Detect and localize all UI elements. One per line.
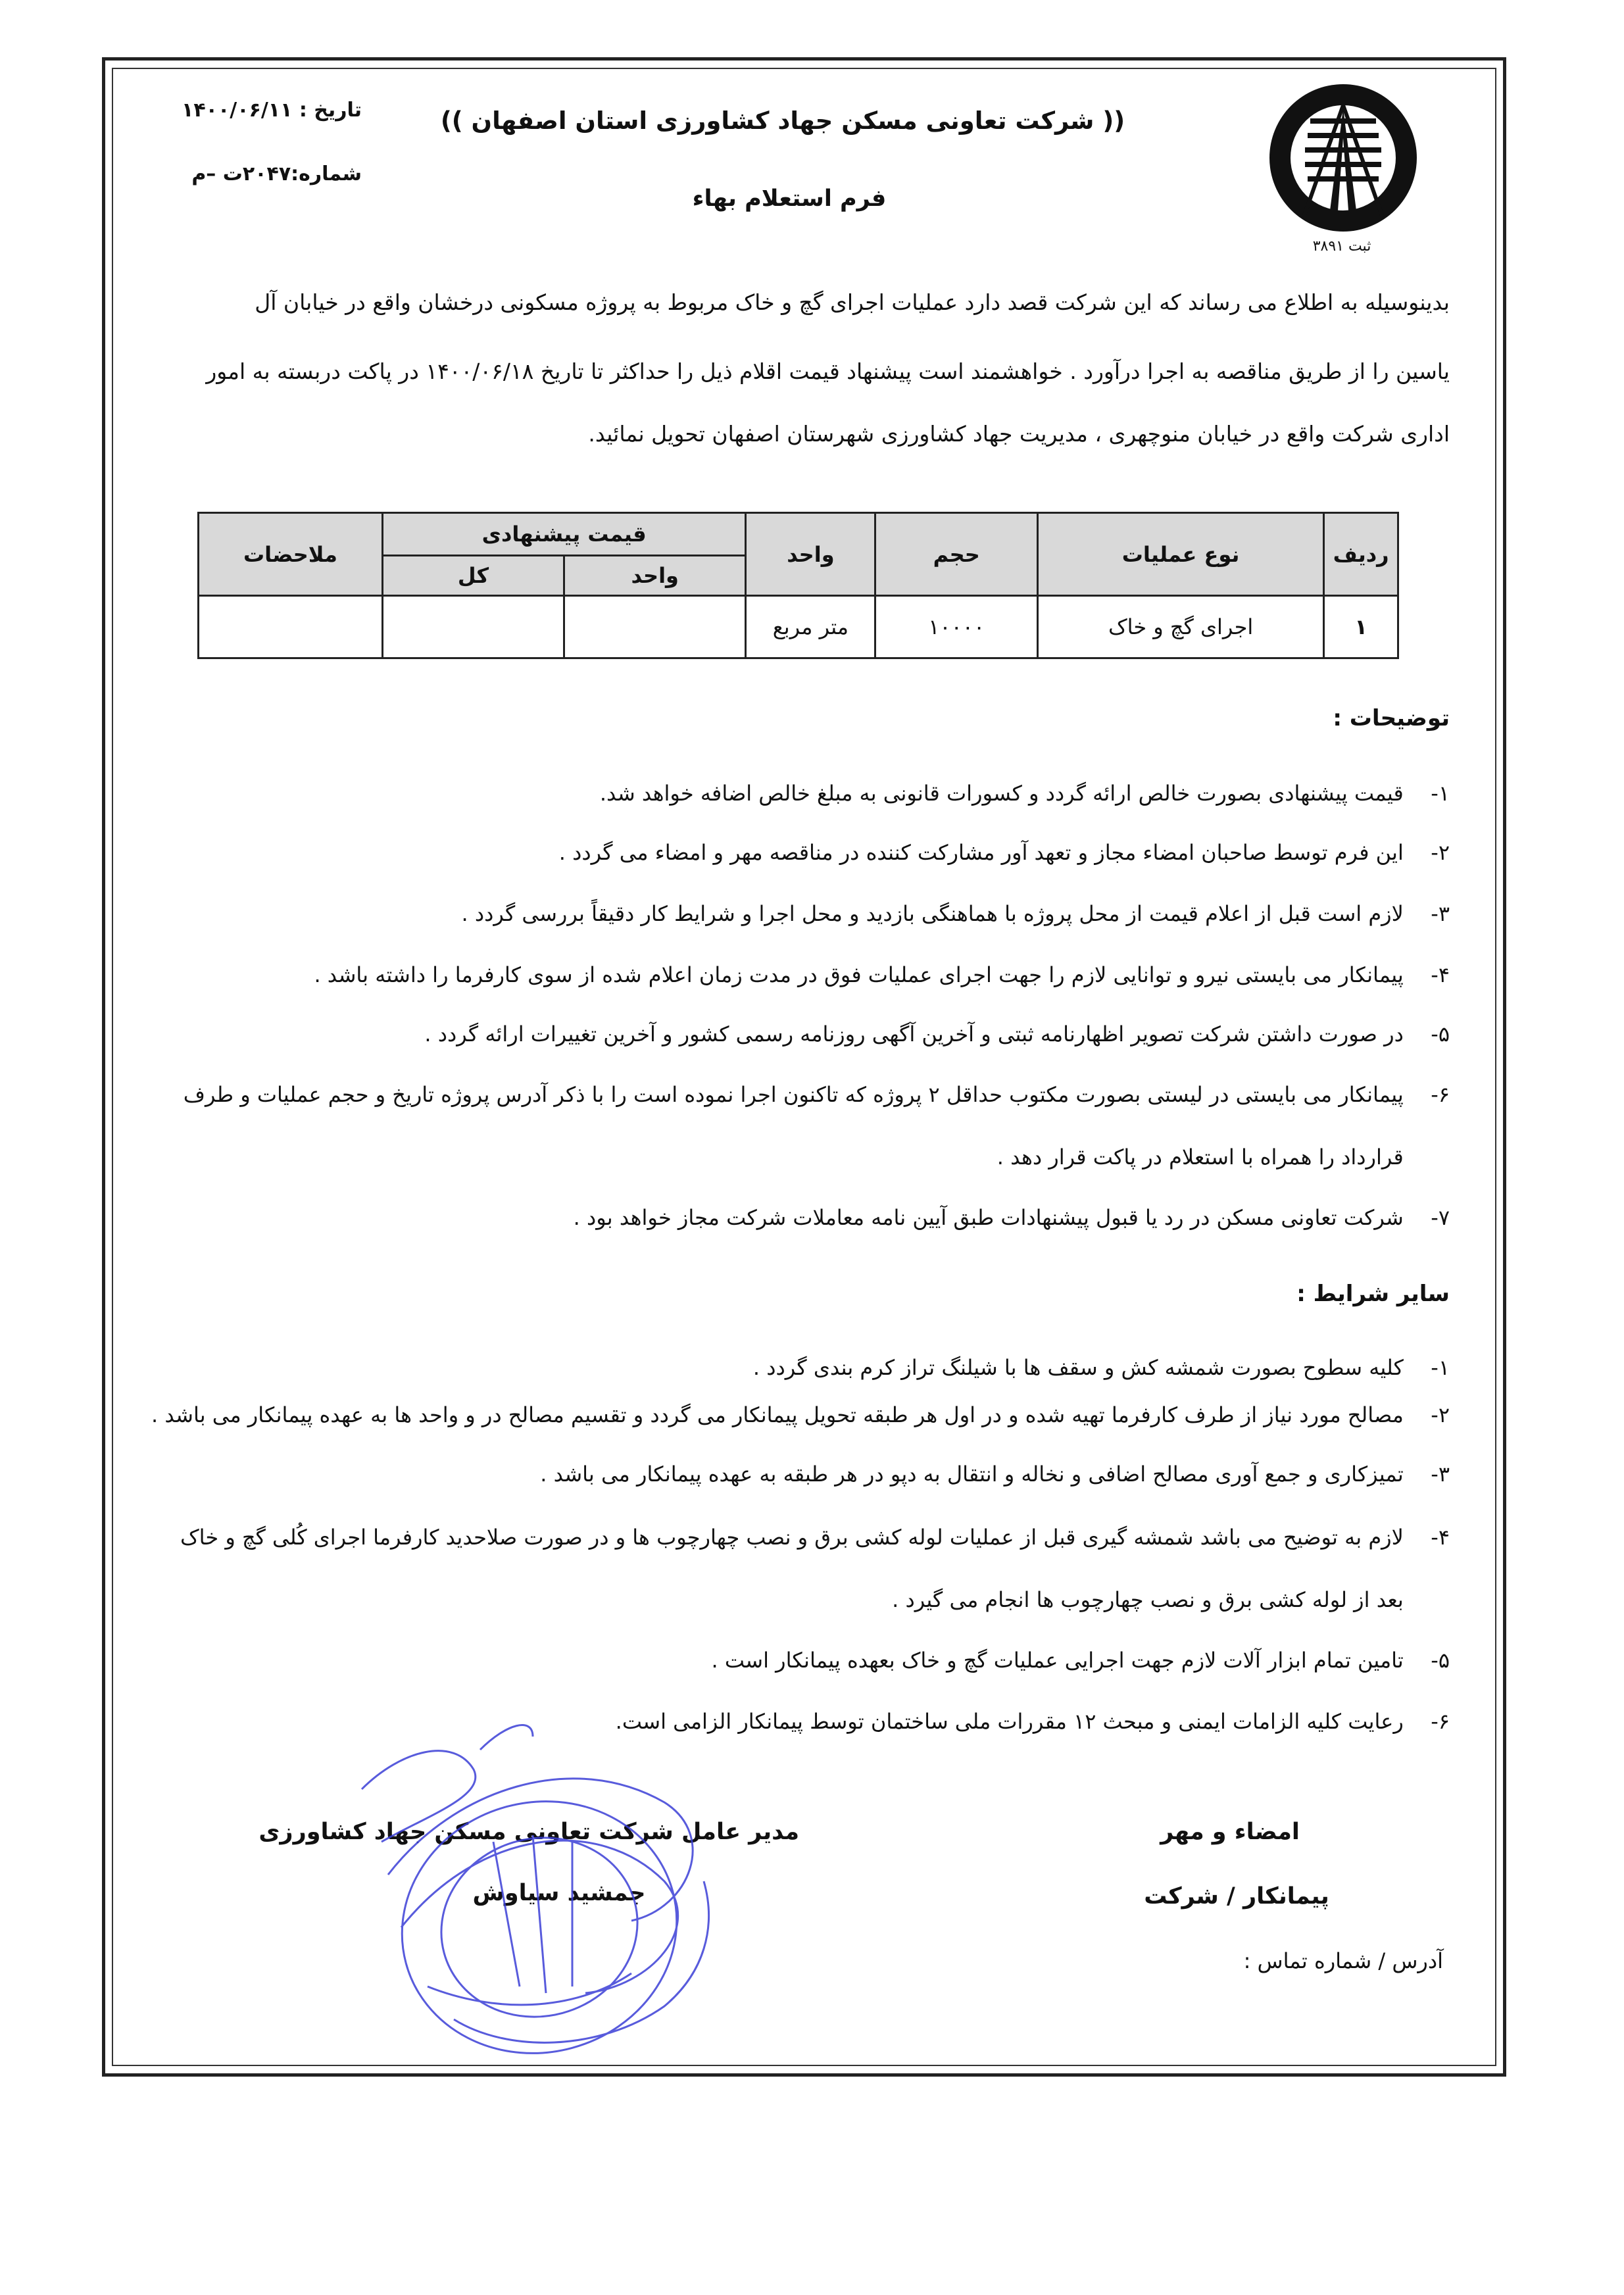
item-text: پیمانکار می بایستی نیرو و توانایی لازم را جهت اجرای عملیات فوق در مدت زمان اعلام شده از سوی کارفرما را داشته باشد . [314,962,1404,987]
cooperative-logo-icon [1264,79,1422,237]
item-number: ۵- [1431,1648,1450,1673]
intro-line-2: یاسین را از طریق مناقصه به اجرا درآورد . خواهشمند است پیشنهاد قیمت اقلام ذیل را حداکثر تا تاریخ ۱۴۰۰/۰۶/۱۸ در پاکت دربسته به امور [206,358,1450,384]
explanation-item [114,1022,1450,1047]
manager-name: جمشید سیاوش [472,1880,646,1906]
item-number: ۴- [1431,962,1450,987]
condition-item [114,1525,1450,1550]
item-text: شرکت تعاونی مسکن در رد یا قبول پیشنهادات طبق آیین نامه معاملات شرکت مجاز خواهد بود . [573,1205,1404,1230]
intro-line-3: اداری شرکت واقع در خیابان منوچهری ، مدیریت جهاد کشاورزی شهرستان اصفهان تحویل نمائید. [588,421,1450,447]
item-text: تامین تمام ابزار آلات لازم جهت اجرایی عملیات گچ و خاک بعهده پیمانکار است . [711,1648,1404,1673]
explanations-heading: توضیحات : [1333,705,1450,731]
item-text: کلیه سطوح بصورت شمشه کش و سقف ها با شیلنگ تراز کرم بندی گردد . [752,1355,1404,1380]
contractor-sign-label: امضاء و مهر [1160,1819,1300,1845]
item-text: بعد از لوله کشی برق و نصب چهارچوب ها انجام می گیرد . [892,1587,1404,1612]
item-text: پیمانکار می بایستی در لیستی بصورت مکتوب حداقل ۲ پروژه که تاکنون اجرا نموده است را با ذکر آدرس پروژه تاریخ و حجم عملیات و طرف [183,1082,1404,1107]
logo-registration-number: ثبت ۳۸۹۱ [1312,238,1371,255]
cell-row-number: ۱ [1324,596,1398,658]
header-unit-price: واحد [564,556,746,596]
header-proposed-price: قیمت پیشنهادی [382,513,746,556]
manager-title: مدیر عامل شرکت تعاونی مسکن جهاد کشاورزی [258,1819,799,1845]
cell-total [382,596,564,658]
explanation-item [114,962,1450,987]
document-subtitle: فرم استعلام بهاء [692,185,887,212]
cell-unit: متر مربع [746,596,875,658]
document-date: تاریخ : ۱۴۰۰/۰۶/۱۱ [182,99,362,122]
condition-item [114,1355,1450,1380]
item-number: ۲- [1431,1402,1450,1427]
item-number: ۱- [1431,781,1450,806]
item-number: ۲- [1431,840,1450,865]
item-number: ۶- [1431,1082,1450,1107]
cell-notes [199,596,383,658]
document-title: (( شرکت تعاونی مسکن جهاد کشاورزی استان اصفهان )) [440,107,1125,135]
price-table [197,512,1399,659]
item-number: ۱- [1431,1355,1450,1380]
condition-item-continued [114,1587,1450,1612]
cell-unit-price [564,596,746,658]
header-row-number: ردیف [1324,513,1398,596]
item-number: ۳- [1431,901,1450,926]
item-text: لازم به توضیح می باشد شمشه گیری قبل از عملیات لوله کشی برق و نصب چهارچوب ها و در صورت صلاحدید کارفرما اجرای کُلی گچ و خاک [180,1525,1404,1550]
header-notes: ملاحضات [199,513,383,596]
header-volume: حجم [875,513,1038,596]
cell-operation: اجرای گچ و خاک [1037,596,1323,658]
item-number: ۵- [1431,1022,1450,1047]
header-total: کل [382,556,564,596]
condition-item [114,1402,1450,1427]
address-label: آدرس / شماره تماس : [1243,1948,1443,1973]
item-text: قرارداد را همراه با استعلام در پاکت قرار دهد . [997,1145,1404,1170]
explanation-item-continued [114,1145,1450,1170]
explanation-item [114,901,1450,926]
item-text: مصالح مورد نیاز از طرف کارفرما تهیه شده و در اول هر طبقه تحویل پیمانکار می گردد و تقسیم مصالح در و واحد ها به عهده پیمانکار می باشد . [151,1402,1404,1427]
explanation-item [114,781,1450,806]
item-text: لازم است قبل از اعلام قیمت از محل پروژه با هماهنگی بازدید و محل اجرا و شرایط کار دقیقاً بررسی گردد . [461,901,1404,926]
signature-stamp-icon [322,1710,796,2079]
contractor-label: پیمانکار / شرکت [1144,1883,1329,1910]
explanation-item [114,1082,1450,1107]
header-operation: نوع عملیات [1037,513,1323,596]
table-row [199,596,1398,658]
item-number: ۷- [1431,1205,1450,1230]
item-text: این فرم توسط صاحبان امضاء مجاز و تعهد آور مشارکت کننده در مناقصه مهر و امضاء می گردد . [558,840,1404,865]
intro-line-1: بدینوسیله به اطلاع می رساند که این شرکت قصد دارد عملیات اجرای گچ و خاک مربوط به پروژه مسکونی درخشان واقع در خیابان آل [255,289,1450,315]
cell-volume: ۱۰۰۰۰ [875,596,1038,658]
item-text: در صورت داشتن شرکت تصویر اظهارنامه ثبتی و آخرین آگهی روزنامه رسمی کشور و آخرین تغییرات ارائه گردد . [424,1022,1404,1047]
explanation-item [114,1205,1450,1230]
item-number: ۳- [1431,1462,1450,1487]
condition-item [114,1462,1450,1487]
item-number: ۴- [1431,1525,1450,1550]
explanation-item [114,840,1450,865]
header-unit: واحد [746,513,875,596]
document-number: شماره:۲۰۴۷ت –م [191,162,362,185]
condition-item [114,1648,1450,1673]
conditions-heading: سایر شرایط : [1296,1281,1450,1307]
item-text: تمیزکاری و جمع آوری مصالح اضافی و نخاله و انتقال به دپو در هر طبقه به عهده پیمانکار می باشد . [540,1462,1404,1487]
item-text: قیمت پیشنهادی بصورت خالص ارائه گردد و کسورات قانونی به مبلغ خالص اضافه خواهد شد. [599,781,1404,806]
item-number: ۶- [1431,1709,1450,1734]
item-text: رعایت کلیه الزامات ایمنی و مبحث ۱۲ مقررات ملی ساختمان توسط پیمانکار الزامی است. [615,1709,1404,1734]
